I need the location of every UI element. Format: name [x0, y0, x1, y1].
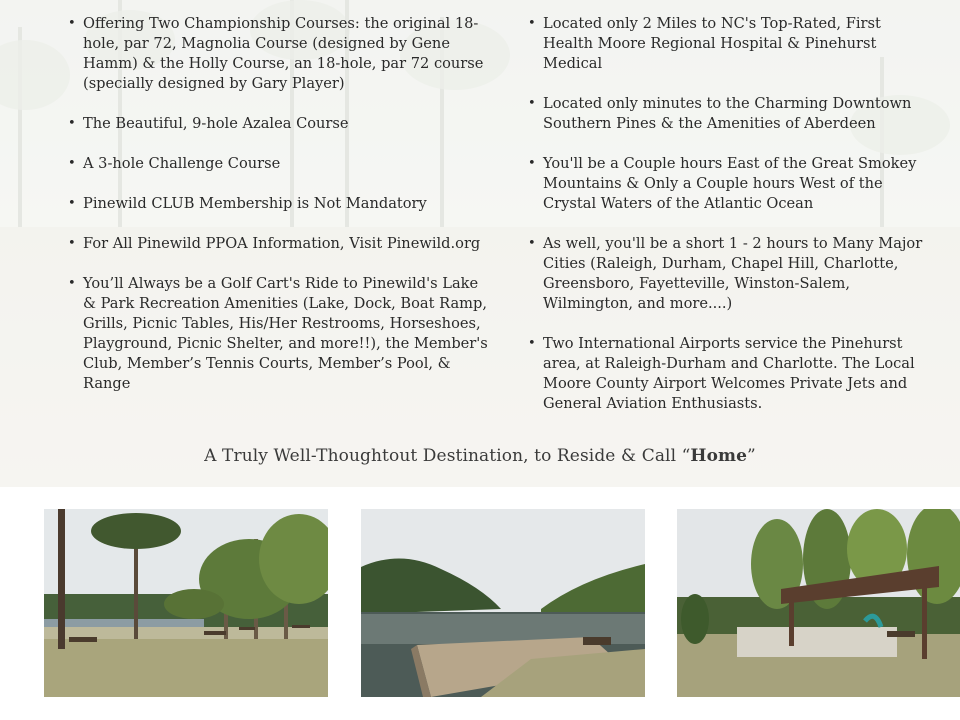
tagline	[0, 446, 960, 466]
feature-list-right	[528, 14, 928, 434]
feature-list-left	[68, 14, 488, 414]
tagline-emphasis: Home	[690, 446, 748, 466]
list-item: • For All Pinewild PPOA Information, Visit Pinewild.org	[68, 234, 488, 254]
list-item: • You’ll Always be a Golf Cart's Ride to Pinewild's Lake & Park Recreation Amenities (Lake, Dock, Boat Ramp, Grills, Picnic Tables, His/Her Restrooms, Horseshoes, Playground, Picnic Shelter, and more!!), the Member's Club, Member’s Tennis Courts, Member’s Pool, & Range	[68, 274, 488, 394]
list-item: • A 3-hole Challenge Course	[68, 154, 488, 174]
list-item: • Pinewild CLUB Membership is Not Mandatory	[68, 194, 488, 214]
park-picnic-photo	[44, 509, 328, 697]
list-item: • Located only minutes to the Charming Downtown Southern Pines & the Amenities of Aberdeen	[528, 94, 928, 134]
picnic-shelter-photo	[677, 509, 960, 697]
list-item: • The Beautiful, 9-hole Azalea Course	[68, 114, 488, 134]
list-item: • Located only 2 Miles to NC's Top-Rated, First Health Moore Regional Hospital & Pinehurst Medical	[528, 14, 928, 74]
tagline-prefix: A Truly Well-Thoughtout Destination, to Reside & Call “	[204, 446, 691, 466]
list-item: • Two International Airports service the Pinehurst area, at Raleigh-Durham and Charlotte. The Local Moore County Airport Welcomes Private Jets and General Aviation Enthusiasts.	[528, 334, 928, 414]
tagline-suffix: ”	[747, 446, 756, 466]
list-item: • Offering Two Championship Courses: the original 18-hole, par 72, Magnolia Course (designed by Gene Hamm) & the Holly Course, an 18-hole, par 72 course (specially designed by Gary Player)	[68, 14, 488, 94]
list-item: • You'll be a Couple hours East of the Great Smokey Mountains & Only a Couple hours West of the Crystal Waters of the Atlantic Ocean	[528, 154, 928, 214]
list-item: • As well, you'll be a short 1 - 2 hours to Many Major Cities (Raleigh, Durham, Chapel Hill, Charlotte, Greensboro, Fayetteville, Winston-Salem, Wilmington, and more....)	[528, 234, 928, 314]
lake-dock-photo	[361, 509, 645, 697]
